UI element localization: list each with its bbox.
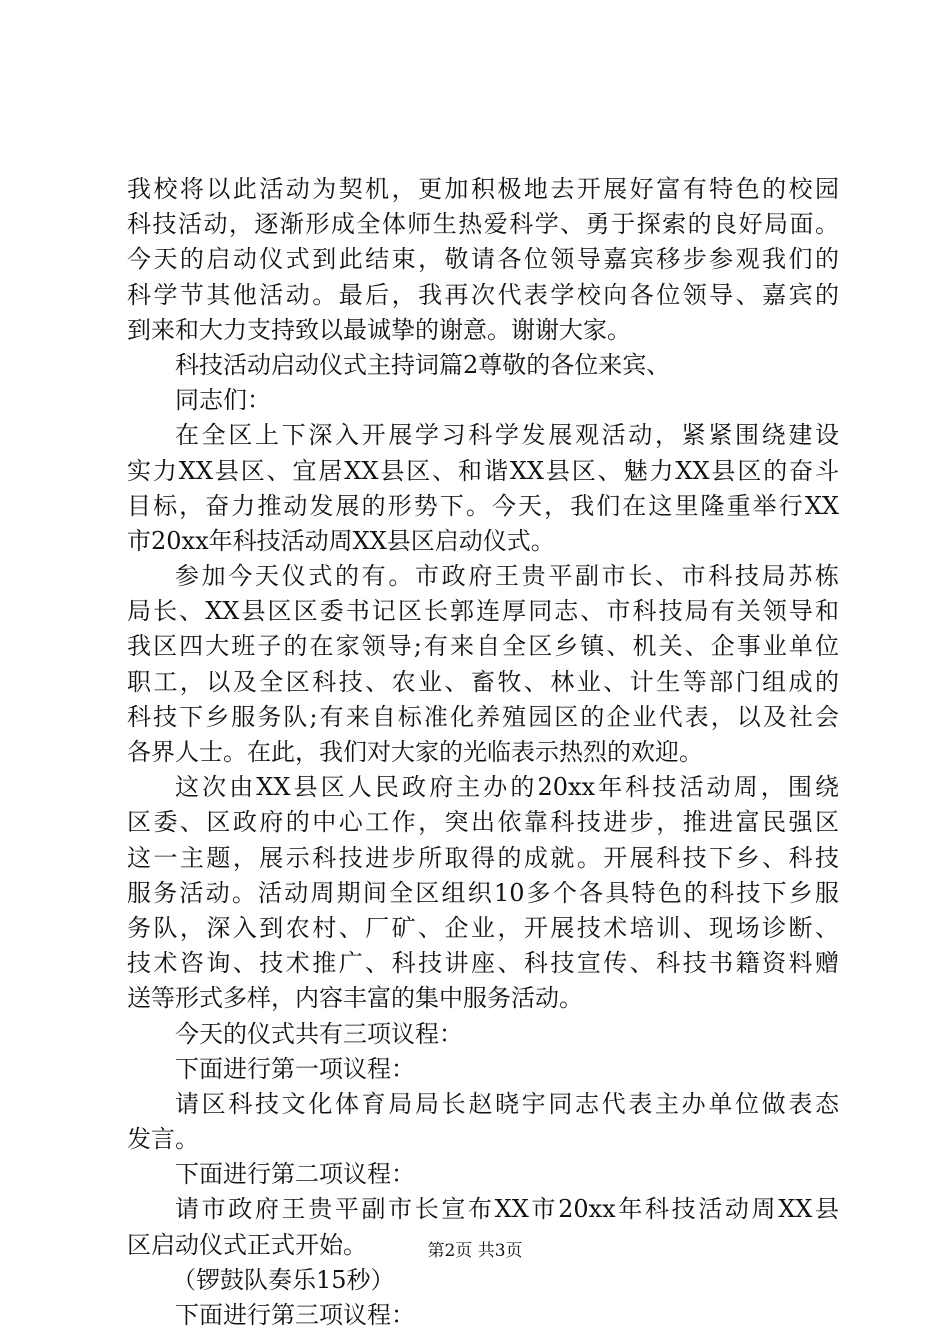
salutation: 同志们： [175,386,271,415]
page-footer: 第2页 共3页 [427,1241,523,1261]
text-line: 服务活动。活动周期间全区组织10多个各具特色的科技下乡服 [127,878,839,907]
text-line: 科技下乡服务队;有来自标准化养殖园区的企业代表，以及社会 [127,702,839,731]
text-line: 请区科技文化体育局局长赵晓宇同志代表主办单位做表态 [175,1089,839,1118]
text-line: 目标，奋力推动发展的形势下。今天，我们在这里隆重举行XX [127,491,839,520]
text-line: 科学节其他活动。最后，我再次代表学校向各位领导、嘉宾的 [127,280,839,309]
agenda-item-heading: 下面进行第三项议程： [175,1301,415,1329]
text-line: 区启动仪式正式开始。 [127,1230,367,1259]
text-line: 各界人士。在此，我们对大家的光临表示热烈的欢迎。 [127,738,703,766]
text-line: 技术咨询、技术推广、科技讲座、科技宣传、科技书籍资料赠 [127,949,839,978]
text-line: 到来和大力支持致以最诚挚的谢意。谢谢大家。 [127,315,631,344]
text-line: 区委、区政府的中心工作，突出依靠科技进步，推进富民强区 [127,808,839,837]
text-line: 市20xx年科技活动周XX县区启动仪式。 [127,526,555,555]
text-line: 这一主题，展示科技进步所取得的成就。开展科技下乡、科技 [127,843,839,872]
text-line: 发言。 [127,1125,199,1154]
section-heading: 科技活动启动仪式主持词篇2尊敬的各位来宾、 [175,350,671,379]
document-body [127,172,839,1333]
text-line: 局长、XX县区区委书记区长郭连厚同志、市科技局有关领导和 [127,597,839,626]
agenda-intro: 今天的仪式共有三项议程： [175,1019,463,1048]
text-line: 这次由XX县区人民政府主办的20xx年科技活动周，围绕 [175,773,839,802]
text-line: 我校将以此活动为契机，更加积极地去开展好富有特色的校园 [127,175,839,203]
text-line: 送等形式多样，内容丰富的集中服务活动。 [127,984,583,1013]
text-line: 请市政府王贵平副市长宣布XX市20xx年科技活动周XX县 [175,1195,839,1224]
stage-direction: （锣鼓队奏乐15秒） [172,1265,395,1294]
text-line: 职工，以及全区科技、农业、畜牧、林业、计生等部门组成的 [127,667,839,696]
text-line: 科技活动，逐渐形成全体师生热爱科学、勇于探索的良好局面。 [127,210,839,239]
agenda-item-heading: 下面进行第二项议程： [175,1160,415,1189]
text-line: 在全区上下深入开展学习科学发展观活动，紧紧围绕建设 [175,421,839,450]
text-line: 我区四大班子的在家领导;有来自全区乡镇、机关、企事业单位 [127,632,839,661]
text-line: 实力XX县区、宜居XX县区、和谐XX县区、魅力XX县区的奋斗 [127,456,839,485]
text-line: 参加今天仪式的有。市政府王贵平副市长、市科技局苏栋 [175,562,839,591]
agenda-item-heading: 下面进行第一项议程： [175,1054,415,1083]
text-line: 务队，深入到农村、厂矿、企业，开展技术培训、现场诊断、 [127,913,839,942]
text-line: 今天的启动仪式到此结束，敬请各位领导嘉宾移步参观我们的 [127,245,839,274]
